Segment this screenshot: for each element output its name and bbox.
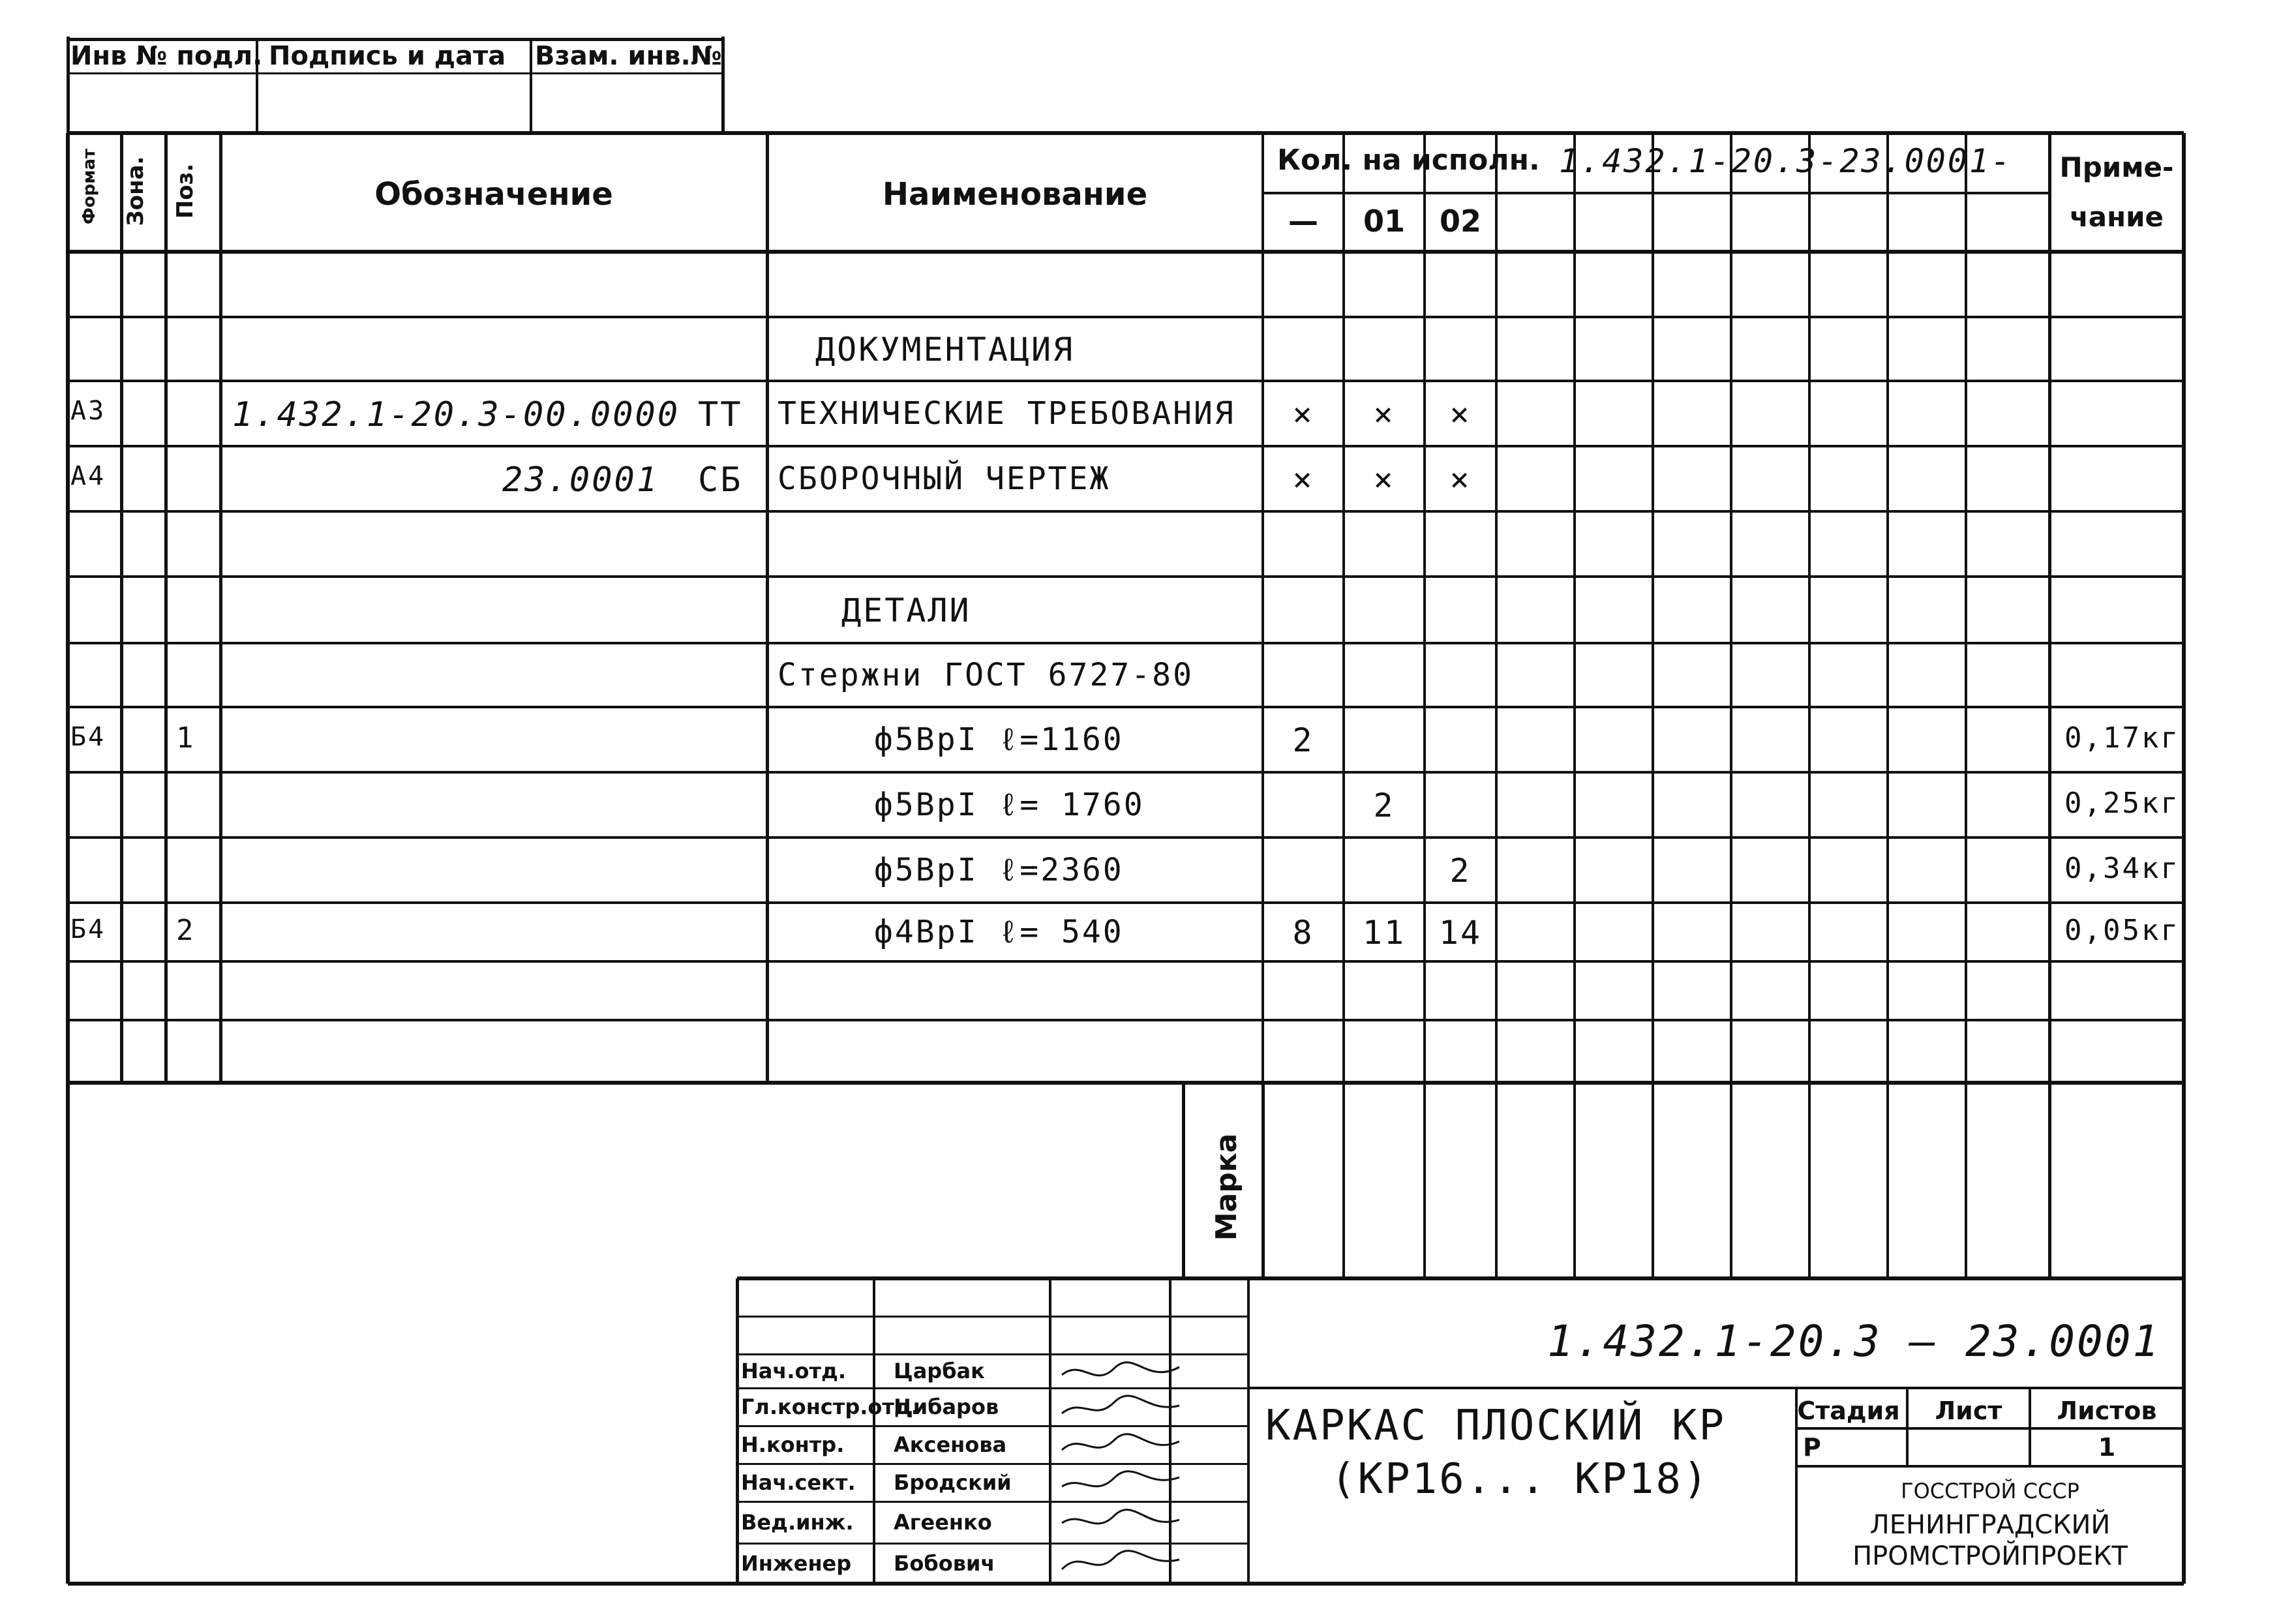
row-name: ф5ВрI ℓ= 1760 [874,787,1145,823]
row-designation: 1.432.1-20.3-00.0000 [232,395,680,434]
row-name: ТЕХНИЧЕСКИЕ ТРЕБОВАНИЯ [778,395,1235,432]
signature-scribble [1055,1545,1186,1581]
row-qty: × [1449,395,1472,433]
grid-line [873,1278,875,1584]
row-qty: × [1449,460,1472,498]
row-note: 0,25кг [2064,787,2180,820]
grid-line [68,38,723,41]
grid-line [1796,1427,2184,1430]
org-line2: ЛЕНИНГРАДСКИЙ [1869,1510,2111,1540]
grid-line [1263,192,2049,194]
header-qty-code: 1.432.1-20.3-23.0001- [1559,142,2013,180]
grid-line [164,133,168,1083]
grid-line [1808,133,1811,1278]
grid-line [2182,133,2186,1584]
signature-scribble [1055,1465,1186,1501]
grid-line [68,1019,2184,1021]
header-variant-0: — [1288,204,1318,239]
signer-name: Агеенко [894,1510,992,1535]
grid-line [1248,1387,2184,1389]
row-qty: 2 [1373,787,1395,824]
header-note-line1: Приме- [2059,151,2174,183]
row-name: СБОРОЧНЫЙ ЧЕРТЕЖ [778,460,1111,497]
sheets-label: Листов [2057,1396,2157,1425]
header-note-line2: чание [2069,201,2164,233]
row-qty: × [1373,460,1395,498]
grid-line [219,133,222,1083]
title-line2: (КР16... КР18) [1331,1455,1710,1503]
row-format: А3 [70,396,106,426]
signature-scribble [1055,1389,1186,1426]
signer-role: Вед.инж. [741,1510,854,1535]
marka-label: Марка [1210,1133,1243,1241]
grid-line [120,133,123,1083]
signature-scribble [1055,1503,1186,1539]
grid-line [1965,133,1967,1278]
grid-line [68,380,2184,382]
signer-role: Инженер [741,1551,852,1576]
row-qty: 8 [1292,914,1314,952]
grid-line [68,575,2184,578]
row-name: ф4ВрI ℓ= 540 [874,914,1124,950]
row-name: ф5ВрI ℓ=2360 [874,852,1124,888]
sheet-label: Лист [1935,1396,2002,1425]
row-name: ф5ВрI ℓ=1160 [874,721,1124,758]
row-note: 0,34кг [2064,852,2180,885]
grid-line [68,706,2184,708]
grid-line [68,901,2184,904]
grid-line [530,39,532,133]
grid-line [68,250,2184,254]
grid-line [1796,1465,2184,1468]
grid-line [766,133,769,1083]
grid-line [68,510,2184,513]
row-note: 0,17кг [2064,721,2180,755]
signer-name: Цибаров [894,1394,999,1419]
header-variant-2: 02 [1439,204,1481,239]
grid-line [66,133,70,1584]
stamp-vzam-inv: Взам. инв.№ [535,41,722,71]
grid-line [1247,1278,1250,1584]
stage-label: Стадия [1797,1396,1900,1425]
row-pos: 2 [176,914,196,947]
grid-line [68,72,723,74]
header-format: Формат [80,148,99,224]
grid-line [736,1278,739,1584]
header-zone: Зона. [123,156,149,226]
grid-line [1423,133,1426,1278]
grid-line [68,1081,2184,1085]
signer-name: Бобович [894,1551,995,1576]
signer-name: Царбак [894,1359,985,1383]
signature-scribble [1055,1427,1186,1464]
grid-line [1652,133,1654,1278]
grid-line [68,131,2184,135]
header-variant-1: 01 [1363,204,1405,239]
row-name: ДОКУМЕНТАЦИЯ [815,331,1075,369]
grid-line [68,316,2184,318]
row-format: Б4 [70,722,106,752]
grid-line [1573,133,1576,1278]
grid-line [68,642,2184,644]
signature-scribble [1055,1355,1186,1392]
row-name: ДЕТАЛИ [841,592,971,629]
grid-line [1730,133,1732,1278]
row-format: Б4 [70,914,106,944]
grid-line [68,960,2184,963]
grid-line [737,1276,2184,1280]
grid-line [737,1316,1248,1318]
org-line3: ПРОМСТРОЙПРОЕКТ [1852,1541,2128,1571]
row-designation-suffix: СБ [698,460,743,500]
sheets-value: 1 [2098,1433,2116,1462]
grid-line [68,771,2184,774]
grid-line [1342,133,1345,1278]
header-pos: Поз. [172,163,198,219]
grid-line [67,37,70,133]
stamp-inv-podl: Инв № подл. [70,41,263,71]
signer-role: Н.контр. [741,1432,845,1457]
signer-role: Гл.констр.отд. [741,1394,919,1419]
grid-line [1495,133,1498,1278]
document-code: 1.432.1-20.3 — 23.0001 [1547,1316,2161,1366]
row-designation-suffix: ТТ [698,395,743,434]
row-qty: 2 [1292,721,1314,759]
row-name: Стержни ГОСТ 6727-80 [778,657,1194,693]
row-qty: × [1292,395,1314,433]
grid-line [1049,1278,1051,1584]
row-qty: 2 [1449,852,1472,890]
row-qty: × [1373,395,1395,433]
row-qty: 11 [1362,914,1406,952]
title-line1: КАРКАС ПЛОСКИЙ КР [1265,1402,1727,1450]
grid-line [68,836,2184,839]
signer-role: Нач.отд. [741,1359,847,1383]
grid-line [1182,1083,1185,1278]
grid-line [2048,133,2051,1278]
signer-name: Бродский [894,1470,1012,1495]
row-note: 0,05кг [2064,914,2180,947]
header-name: Наименование [882,176,1148,213]
signer-role: Нач.сект. [741,1470,856,1495]
grid-line [1261,1083,1265,1278]
grid-line [68,1582,2184,1586]
org-line1: ГОССТРОЙ СССР [1901,1479,2079,1503]
signer-name: Аксенова [894,1432,1007,1457]
row-qty: × [1292,460,1314,498]
row-qty: 14 [1438,914,1483,952]
row-pos: 1 [176,721,196,755]
grid-line [1886,133,1889,1278]
row-designation: 23.0001 [502,460,659,500]
header-qty-prefix: Кол. на исполн. [1277,143,1540,177]
header-designation: Обозначение [374,176,613,213]
stage-value: Р [1803,1433,1821,1462]
grid-line [68,445,2184,447]
stamp-signature-date: Подпись и дата [269,41,506,71]
row-format: А4 [70,461,106,491]
